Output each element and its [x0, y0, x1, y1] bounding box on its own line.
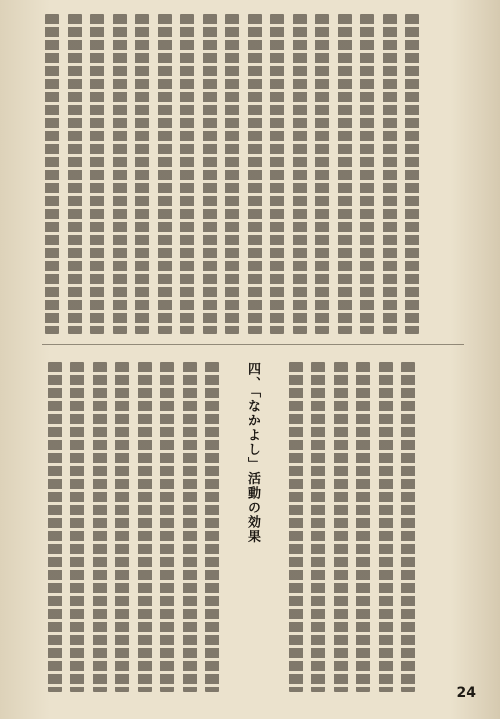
page-number: 24: [456, 685, 476, 701]
section-divider: [42, 344, 464, 345]
body-text-upper: [42, 14, 464, 334]
body-text-lower-left: [42, 362, 264, 692]
body-text-lower-right: [282, 362, 460, 692]
section-heading: 四、「なかよし」活動の効果: [245, 362, 260, 544]
